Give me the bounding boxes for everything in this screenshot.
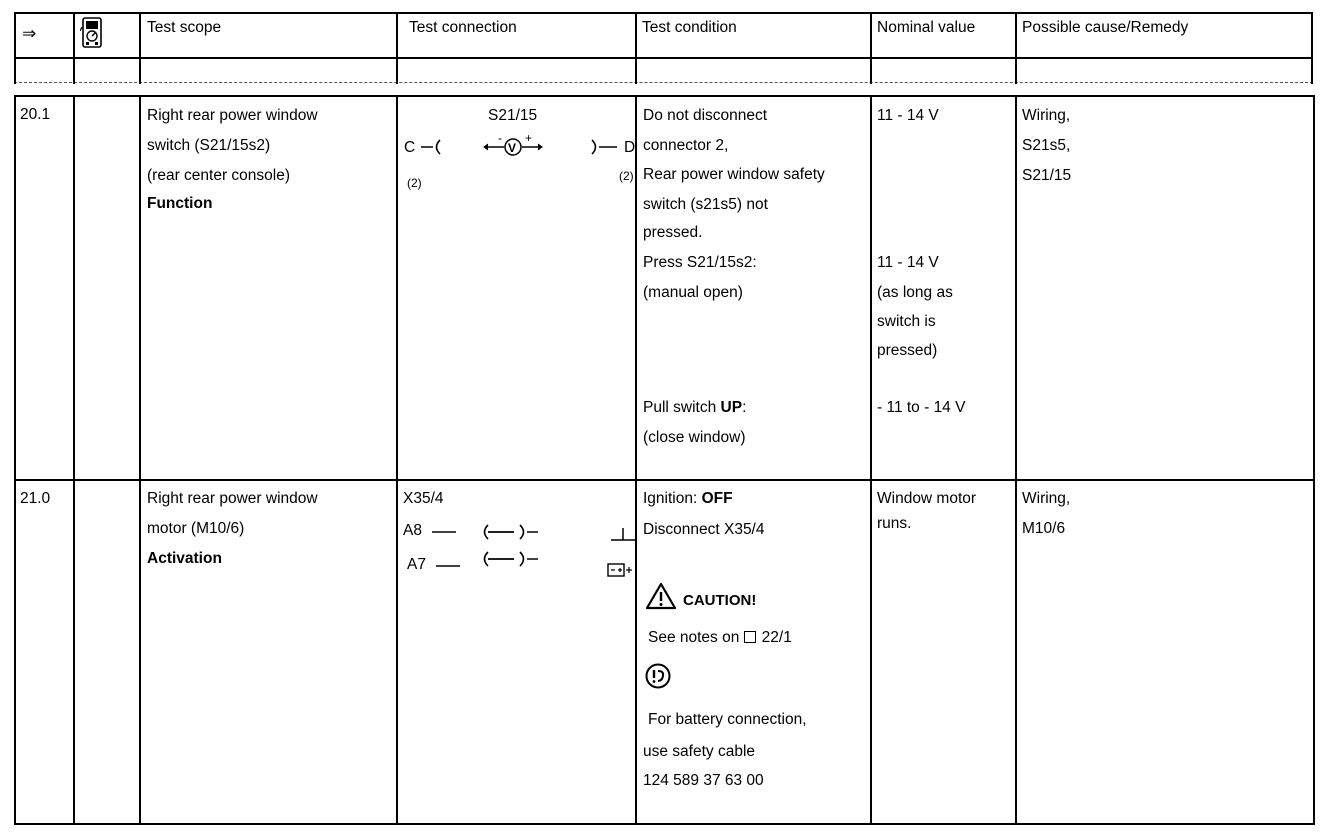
condition-line: 124 589 37 63 00	[643, 772, 764, 789]
condition-line: Press S21/15s2:	[643, 254, 757, 271]
see-notes-text: See notes on	[648, 629, 744, 646]
battery-connection-diagram	[428, 518, 638, 584]
pin-a7: A7	[407, 556, 426, 573]
header-test-connection: Test connection	[409, 19, 517, 36]
nominal-line: switch is	[877, 313, 936, 330]
pin-left: C	[404, 139, 416, 156]
connector-left: (2)	[407, 176, 422, 190]
multimeter-icon	[80, 17, 104, 54]
condition-line: (manual open)	[643, 284, 743, 301]
condition-line: switch (s21s5) not	[643, 196, 768, 213]
cause-line: S21s5,	[1022, 137, 1071, 154]
cause-line: Wiring,	[1022, 490, 1071, 507]
nominal-line: Window motor	[877, 490, 977, 507]
pin-right: D	[624, 139, 636, 156]
condition-line: connector 2,	[643, 137, 729, 154]
scope-line: Right rear power window	[147, 107, 318, 124]
caution-label: CAUTION!	[683, 592, 757, 609]
header-possible-cause: Possible cause/Remedy	[1022, 19, 1189, 36]
meter-plus: +	[525, 131, 533, 145]
header-arrow: ⇒	[22, 24, 37, 43]
header-test-condition: Test condition	[642, 19, 737, 36]
condition-line: Do not disconnect	[643, 107, 768, 124]
cause-line: S21/15	[1022, 167, 1072, 184]
condition-line: (close window)	[643, 429, 746, 446]
step-number: 21.0	[20, 490, 51, 507]
step-number: 20.1	[20, 106, 51, 123]
scope-line: switch (S21/15s2)	[147, 137, 271, 154]
scope-line: motor (M10/6)	[147, 520, 245, 537]
ignition-text: Ignition:	[643, 490, 702, 507]
pull-text: Pull switch	[643, 399, 721, 416]
condition-pull-switch	[643, 398, 746, 418]
see-notes-ref: 22/1	[761, 629, 792, 646]
header-nominal-value: Nominal value	[877, 19, 976, 36]
scope-line: Right rear power window	[147, 490, 318, 507]
meter-minus: -	[498, 131, 502, 145]
nominal-line: pressed)	[877, 342, 938, 359]
scope-line: (rear center console)	[147, 167, 291, 184]
pull-colon: :	[742, 399, 747, 416]
nominal-line: runs.	[877, 515, 912, 532]
pin-a8: A8	[403, 522, 422, 539]
condition-line: Rear power window safety	[643, 166, 825, 183]
note-circle-icon	[644, 662, 672, 695]
meter-symbol: V	[508, 141, 517, 155]
nominal-line: 11 - 14 V	[877, 107, 939, 124]
condition-line: For battery connection,	[648, 711, 807, 728]
nominal-line: - 11 to - 14 V	[877, 399, 966, 416]
scope-type: Function	[147, 195, 213, 212]
pull-up-bold: UP	[720, 399, 743, 416]
warning-triangle-icon	[645, 582, 677, 615]
connector-right: (2)	[619, 169, 634, 183]
ignition-off-bold: OFF	[701, 490, 733, 507]
scope-type: Activation	[147, 550, 222, 567]
header-test-scope: Test scope	[147, 19, 222, 36]
cause-line: M10/6	[1022, 520, 1066, 537]
component-label: S21/15	[488, 107, 538, 124]
voltmeter-connection-diagram	[418, 134, 628, 160]
nominal-line: 11 - 14 V	[877, 254, 939, 271]
book-reference-icon	[744, 631, 756, 643]
condition-ignition	[643, 489, 733, 509]
condition-line: Disconnect X35/4	[643, 521, 765, 538]
condition-line: pressed.	[643, 224, 703, 241]
connector-label: X35/4	[403, 490, 444, 507]
nominal-line: (as long as	[877, 284, 953, 301]
cause-line: Wiring,	[1022, 107, 1071, 124]
condition-line: use safety cable	[643, 743, 756, 760]
see-notes	[648, 628, 792, 648]
